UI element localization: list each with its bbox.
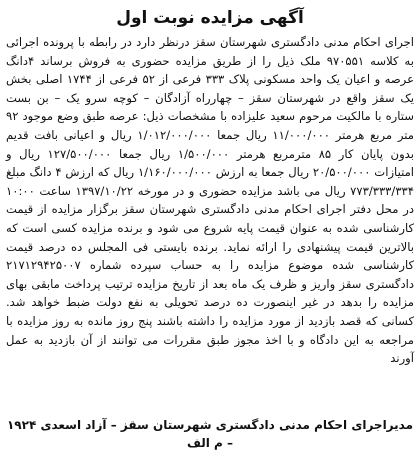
notice-title: آگهی مزایده نوبت اول (116, 8, 304, 28)
notice-footer: مدیراجرای احکام مدنی دادگستری شهرستان سقز – آزاد اسعدی ۱۹۲۴ – م الف (6, 418, 414, 450)
notice-body: اجرای احکام مدنی دادگستری شهرستان سقز درنظر دارد در رابطه با پرونده اجرائی به کلاسه ۹۷۰۵۵۱ ملک ذیل را از طریق مزایده حضوری به فروش برساند ۴دانگ عرصه و اعیان یک واحد مسکونی پلاک ۳۳۳ فرعی از ۵۲ فرعی از ۱۷۴۴ اصلی بخش یک سقز واقع در شهرستان سقز – چهارراه آزادگان – کوچه سرو یک – بن بست ستاره با مالکیت مرحوم سعید علیزاده با مشخصات ذیل: عرصه طبق وضع موجود ۹۲ متر مربع هرمتر ۱۱/۰۰۰/۰۰۰ ریال جمعا ۱/۰۱۲/۰۰۰/۰۰۰ ریال و اعیانی بافت قدیم بدون پایان کار ۸۵ مترمربع هرمتر ۱/۵۰۰/۰۰۰ ریال جمعا ۱۲۷/۵۰۰/۰۰۰ ریال و امتیازات ۲۰/۵۰۰/۰۰۰ ریال جمعا به ارزش ۱/۱۶۰/۰۰۰/۰۰۰ ریال که ارزش ۴ دانگ مبلغ ۷۷۳/۳۳۳/۳۳۴ ریال می باشد مزایده حضوری و در مورخه ۱۳۹۷/۱۰/۲۲ ساعت ۱۰:۰۰ در محل دفتر اجرای احکام مدنی دادگستری شهرستان سقز برگزار مزایده از قیمت کارشناسی شده به عنوان قیمت پایه شروع می شود و برنده مزایده کسی است که بالاترین قیمت پیشنهادی را ارائه نماید. برنده بایستی فی المجلس ده درصد قیمت کارشناسی شده موضوع مزایده را به حساب سپرده شماره ۲۱۷۱۲۹۴۲۵۰۰۷ دادگستری سقز واریز و ظرف یک ماه بعد از تاریخ مزایده ترتیب پرداخت مابقی بهای مزایده را بدهد در غیر اینصورت ده درصد تحویلی به نفع دولت ضبط خواهد شد. کسانی که قصد بازدید از مورد مزایده را داشته باشند پنج روز مانده به روز مزایده با مراجعه به این دادگاه و با اخذ مجوز طبق مقررات می توانند از آن بازدید به عمل آورند (6, 35, 414, 366)
